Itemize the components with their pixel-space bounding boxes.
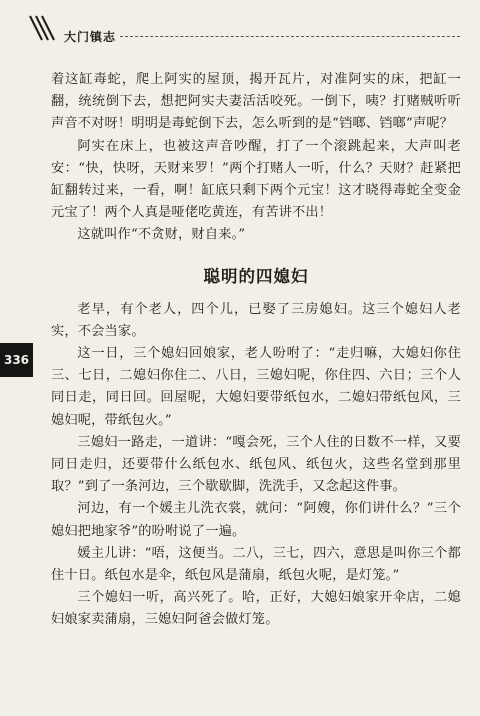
paragraph: 三个媳妇一听，高兴死了。哈，正好，大媳妇娘家开伞店，二媳妇娘家卖蒲扇，三媳妇阿爸会做灯笼。 <box>51 590 461 628</box>
page-body <box>51 69 461 632</box>
page-number: 336 <box>0 343 33 377</box>
paragraph: 这就叫作“不贪财，财自来。” <box>77 227 246 243</box>
story-title: 聪明的四媳妇 <box>203 266 309 286</box>
paragraph: 这一日，三个媳妇回娘家，老人吩咐了：“走归嘛，大媳妇你住三、七日，二媳妇你住二、八日，三媳妇呢，你住四、六日；三个人同日走，同日回。回屋呢，大媳妇要带纸包水，二媳妇带纸包风，三媳妇呢，带纸包火。” <box>51 346 461 428</box>
paragraph: 三媳妇一路走，一道讲：“嘎会死，三个人住的日数不一样，又要同日走归，还要带什么纸包水、纸包风、纸包火，这些名堂到那里取？”到了一条河边，三个歇歇脚，洗洗手，又念起这件事。 <box>51 434 461 495</box>
page-header <box>0 0 480 52</box>
paragraph: 老早，有个老人，四个儿，已娶了三房媳妇。这三个媳妇人老实，不会当家。 <box>51 301 461 339</box>
header-rule <box>120 36 460 37</box>
paragraph: 着这缸毒蛇，爬上阿实的屋顶，揭开瓦片，对准阿实的床，把缸一翻，统统倒下去，想把阿实夫妻活活咬死。一倒下，咦？打赌贼听听声音不对呀！明明是毒蛇倒下去，怎么听到的是“铛啷、铛啷”声呢？ <box>51 72 461 132</box>
paragraph: 河边，有一个媛主儿洗衣裳，就问：“阿嫂，你们讲什么？”三个媳妇把地家爷”的吩咐说了一遍。 <box>51 501 461 539</box>
book-title: 大门镇志 <box>64 30 117 44</box>
paragraph: 媛主儿讲：“唔，这便当。二八，三七，四六，意思是叫你三个都住十日。纸包水是伞，纸包风是蒲扇，纸包火呢，是灯笼。” <box>51 545 461 584</box>
paragraph: 阿实在床上，也被这声音吵醒，打了一个滚跳起来，大声叫老安：“快，快呀，天财来罗！”两个打赌人一听，什么？天财？赶紧把缸翻转过来，一看，啊！缸底只剩下两个元宝！这才晓得毒蛇全变金元宝了！两个人真是哑佬吃黄连，有苦讲不出！ <box>51 138 461 221</box>
slash-decoration-icon <box>28 14 56 42</box>
